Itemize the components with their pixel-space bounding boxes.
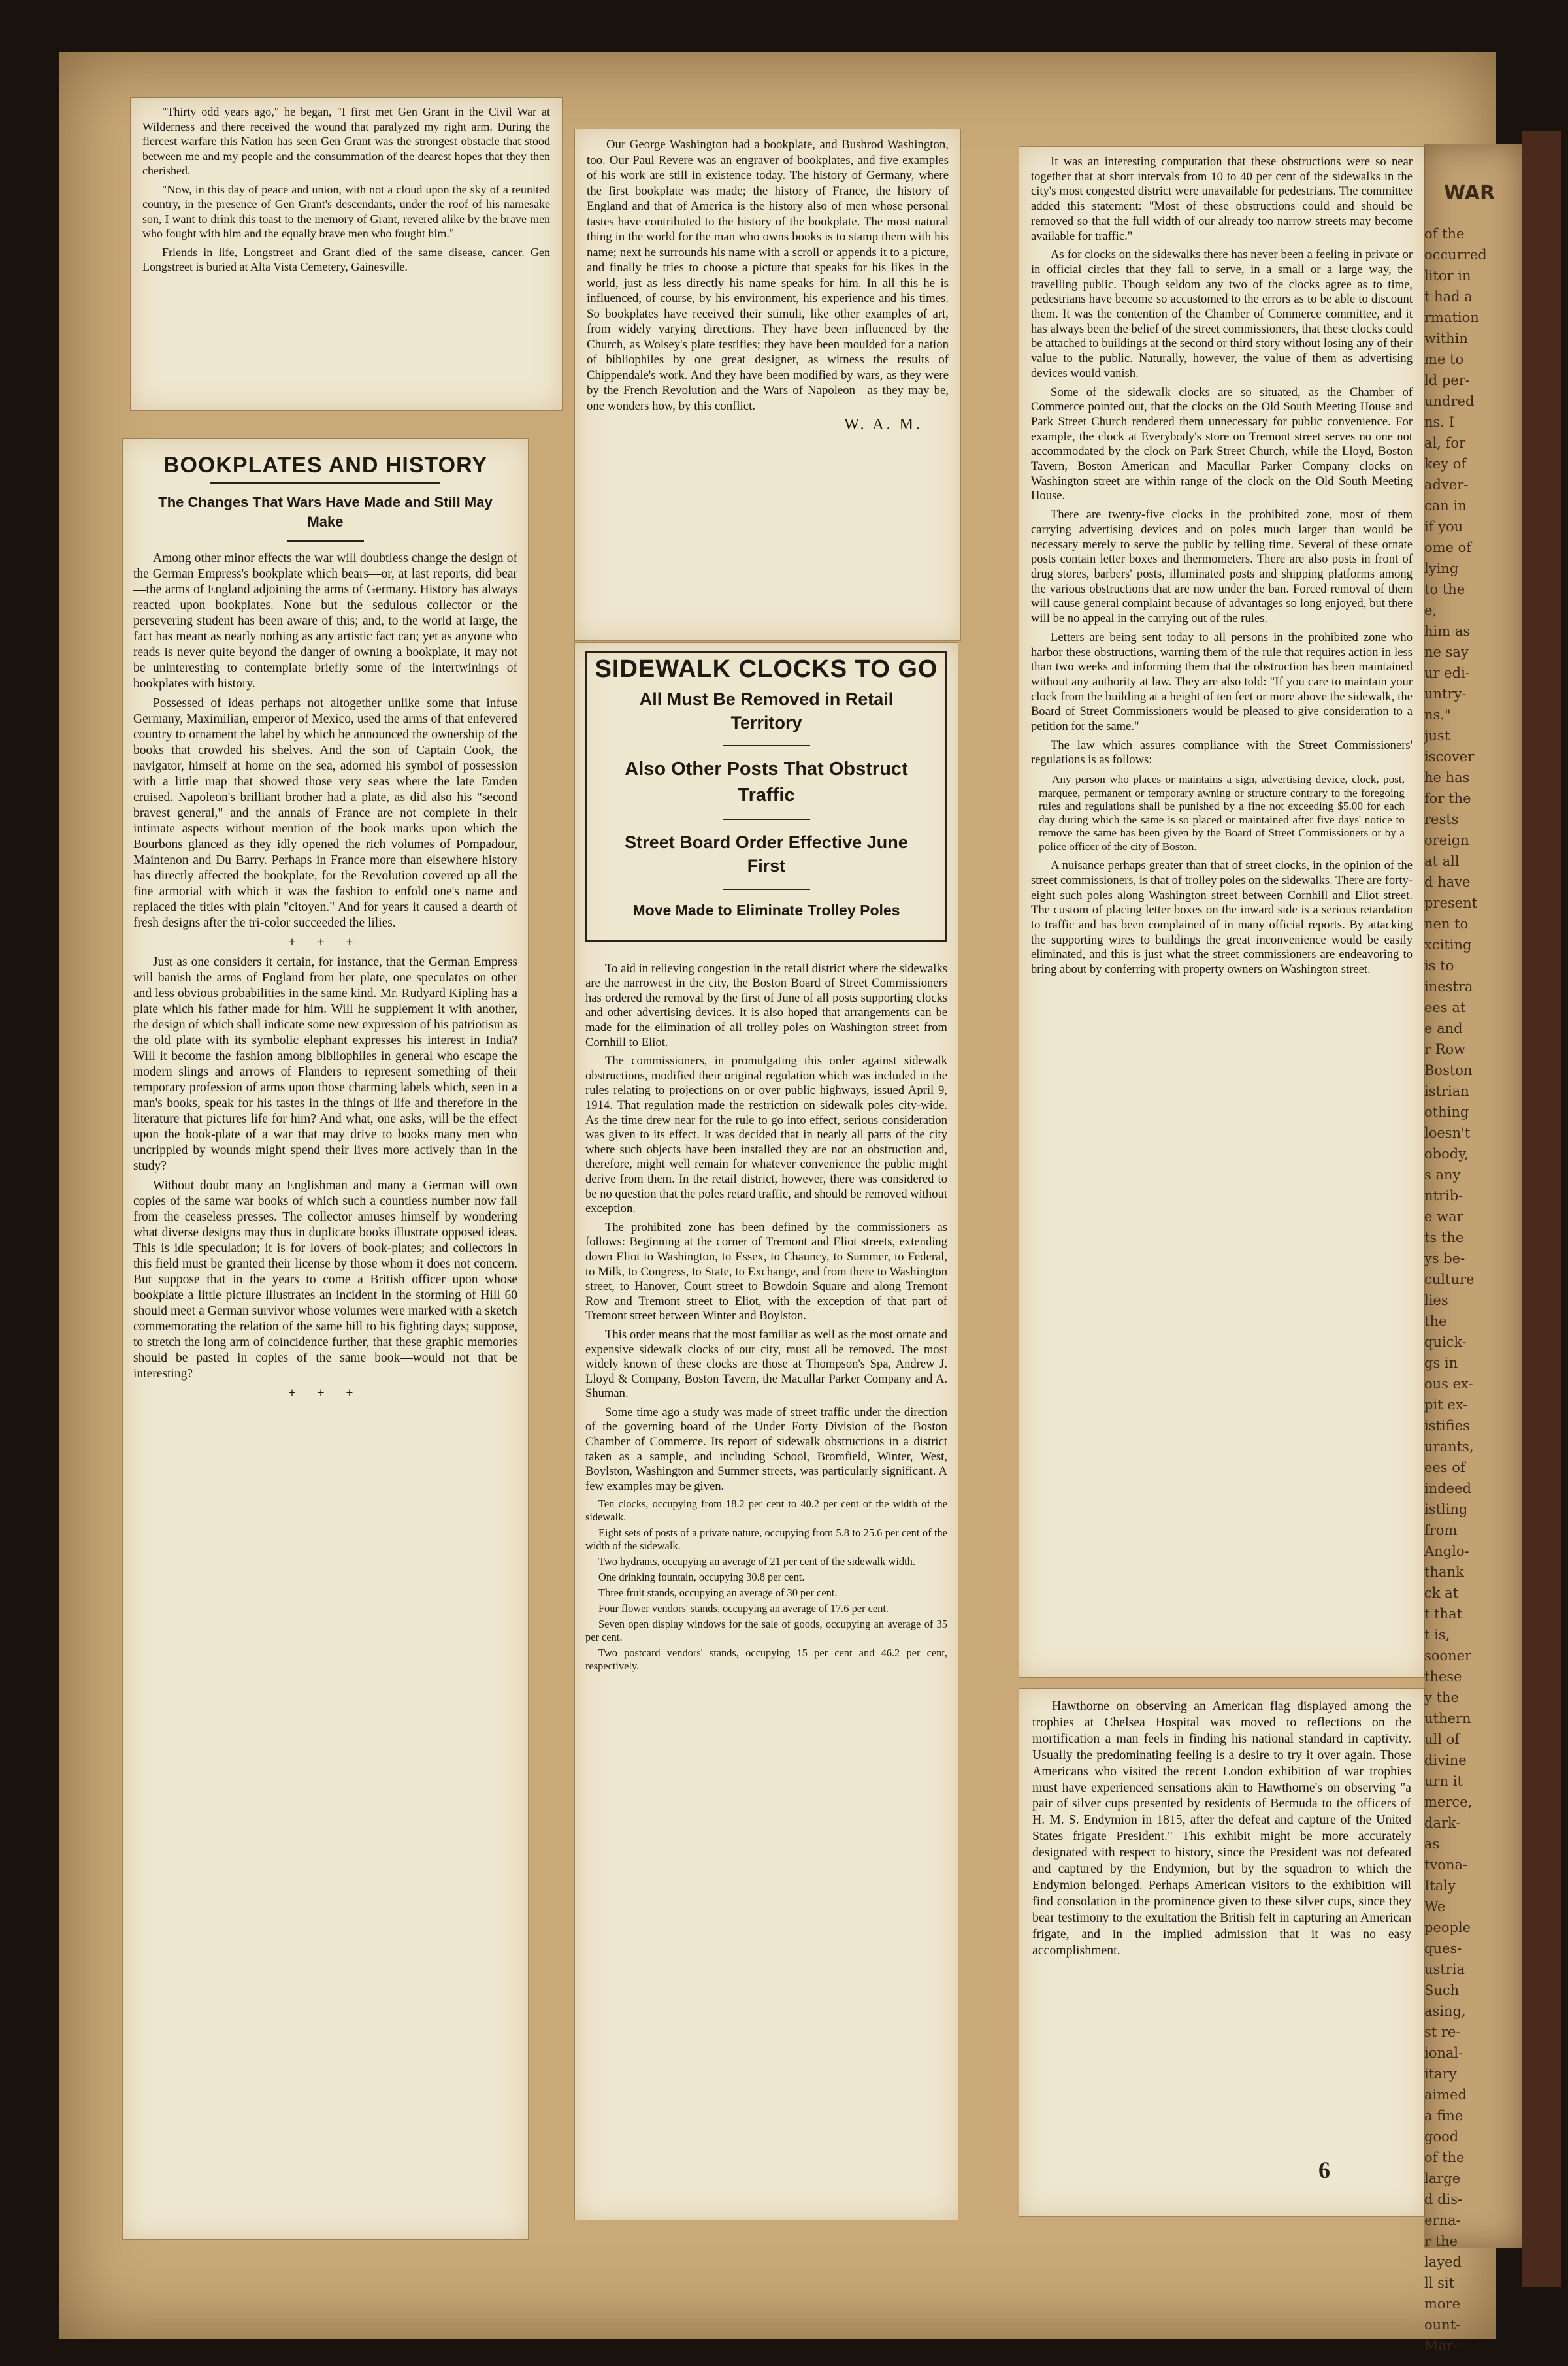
fragment-line: ne say xyxy=(1424,644,1469,660)
fragment-line: ees at xyxy=(1424,1000,1466,1015)
fragment-line: istifies xyxy=(1424,1418,1470,1434)
fragment-line: undred xyxy=(1424,393,1475,409)
fragment-line: inestra xyxy=(1424,979,1473,994)
fragment-headline: WAR xyxy=(1444,182,1495,205)
paragraph: The law which assures compliance with the Street Commissioners' regulations is as follows: xyxy=(1031,738,1413,767)
fragment-line: lying xyxy=(1424,561,1459,576)
fragment-line: istling xyxy=(1424,1502,1468,1517)
paragraph: To aid in relieving congestion in the retail district where the sidewalks are the narrowest in the city, the Boston Board of Street Commissioners has ordered the removal by the first of June of all posts supporting clocks and other advertising devices. It is also hoped that arrangements can be made for the elimination of all trolley poles on Washington street from Cornhill to Eliot. xyxy=(585,961,947,1049)
paragraph: A nuisance perhaps greater than that of street clocks, in the opinion of the street commissioners, is that of trolley poles on the sidewalks. There are forty-eight such poles along Washington street between Cornhill and Eliot street. The custom of placing letter boxes on the inward side is a serious retardation to traffic and has been complained of in many official reports. By attacking the supporting wires to buildings the great inconvenience would be easily eliminated, and this is just what the street commissioners are endeavoring to bring about by conferring with property owners on Washington street. xyxy=(1031,859,1413,977)
paragraph: Some of the sidewalk clocks are so situated, as the Chamber of Commerce pointed out, that the clocks on the Old South Meeting House and Park Street Church rendered them unnecessary for public convenience. For example, the clock at Everybody's store on Tremont street serves no one not accommodated by the clock on Park Street Church, while the Lloyd, Boston Tavern, Boston American and Macullar Parker Company clocks on Washington street are within range of the clock on the Old South Meeting House. xyxy=(1031,385,1413,503)
fragment-line: from xyxy=(1424,1522,1458,1538)
fragment-line: just xyxy=(1424,728,1450,744)
fragment-line: is to xyxy=(1424,958,1454,974)
deck-rule-2 xyxy=(723,819,810,820)
fragment-line: sooner xyxy=(1424,1648,1472,1664)
computation-paragraphs-2 xyxy=(1031,859,1413,978)
book-binding xyxy=(1522,131,1561,2287)
paragraph: This order means that the most familiar as well as the most ornate and expensive sidewalk clocks of our city, must all be removed. The most widely known of these clocks are those at Thompson's Spa, Andrew J. Lloyd & Company, Boston Tavern, the Macullar Parker Company and A. Shuman. xyxy=(585,1327,947,1401)
hawthorne-paragraphs xyxy=(1032,1698,1411,1959)
clocks-examples xyxy=(585,1498,947,1673)
bookplates-paragraphs-1 xyxy=(133,551,517,931)
fragment-line: for the xyxy=(1424,791,1471,806)
fragment-line: ll sit xyxy=(1424,2275,1455,2291)
spacer xyxy=(585,942,947,962)
washington-paragraphs xyxy=(587,137,949,414)
fragment-line: these xyxy=(1424,1669,1462,1684)
fragment-line: can in xyxy=(1424,498,1467,514)
fragment-line: t that xyxy=(1424,1606,1463,1622)
fragment-line: quick- xyxy=(1424,1334,1467,1350)
fragment-line: st re- xyxy=(1424,2024,1461,2040)
paragraph: One drinking fountain, occupying 30.8 per cent. xyxy=(598,1571,805,1584)
fragment-line: thank xyxy=(1424,1564,1464,1580)
fragment-line: ustria xyxy=(1424,1962,1465,1977)
fragment-line: ts the xyxy=(1424,1230,1464,1245)
grant-paragraphs xyxy=(142,105,550,274)
fragment-line: he has xyxy=(1424,770,1470,785)
fragment-line: e and xyxy=(1424,1021,1463,1036)
fragment-line: ques- xyxy=(1424,1941,1462,1956)
fragment-line: present xyxy=(1424,895,1478,911)
end-separator: + + + xyxy=(288,1387,363,1401)
fragment-line: ck at xyxy=(1424,1585,1459,1601)
fragment-line: ns. I xyxy=(1424,414,1454,430)
fragment-line: if you xyxy=(1424,519,1463,534)
fragment-line: rests xyxy=(1424,812,1459,827)
fragment-line: itary xyxy=(1424,2066,1457,2082)
fragment-line: a fine xyxy=(1424,2108,1463,2124)
fragment-line: layed xyxy=(1424,2254,1462,2270)
fragment-line: of the xyxy=(1424,2150,1465,2165)
paragraph: Possessed of ideas perhaps not altogether unlike some that infuse Germany, Maximilian, emperor of Mexico, used the arms of that enfevered country to ornament the label by which he announced the ownership of the books that crowded his shelves. And the son of Captain Cook, the navigator, himself at home on the sea, adorned his symbol of possession with a little map that showed those very seas where the late Emden cruised. Napoleon's brilliant brother had a plate, as did also his "second bravest general," and the annals of France are not complete in their intimate aspects without mention of the book marks upon which the Bourbons glanced as they idly opened the rich volumes of Pompadour, Maintenon and Du Barry. Perhaps in France more than elsewhere history has directly affected the bookplate, for the Revolution covered up all the fine armorial with which it was the fashion to enfold one's name and replaced the titles with plain "citoyen." And for years it caused a dearth of fresh designs after the tri-color succeeded the lilies. xyxy=(133,697,517,930)
headline-rule xyxy=(210,482,441,484)
fragment-line: Anglo- xyxy=(1424,1543,1469,1559)
clipping-hawthorne xyxy=(1019,1689,1424,2216)
fragment-line: good xyxy=(1424,2129,1459,2144)
fragment-line: ees of xyxy=(1424,1460,1465,1475)
fragment-lines xyxy=(1424,223,1522,2356)
bookplates-deck: The Changes That Wars Have Made and Still May Make xyxy=(158,494,493,530)
paragraph: Two postcard vendors' stands, occupying 15 per cent and 46.2 per cent, respectively. xyxy=(585,1647,947,1673)
fragment-line: more xyxy=(1424,2296,1461,2312)
fragment-line: d have xyxy=(1424,874,1471,890)
fragment-line: divine xyxy=(1424,1752,1467,1768)
fragment-line: ntrib- xyxy=(1424,1188,1463,1204)
page-number: 6 xyxy=(1318,2157,1330,2183)
fragment-line: d dis- xyxy=(1424,2192,1463,2207)
fragment-line: r the xyxy=(1424,2233,1458,2249)
clocks-paragraphs xyxy=(585,962,947,1494)
fragment-line: ld per- xyxy=(1424,372,1470,388)
fragment-line: t is, xyxy=(1424,1627,1450,1643)
fragment-line: tvona- xyxy=(1424,1857,1468,1873)
fragment-line: within xyxy=(1424,331,1468,346)
fragment-line: occurred xyxy=(1424,247,1487,263)
paragraph: As for clocks on the sidewalks there has never been a feeling in private or in official circles that they fall to serve, in a small or a large way, the travelling public. Though seldom any two of the clocks agree as to time, pedestrians have become so accustomed to the errors as to be able to discount them. It was the contention of the Chamber of Commerce committee, and it has always been the belief of the street commissioners, that these clocks could be attached to buildings at the second or third story without losing any of their value to the public. Naturally, however, the value of them as advertising devices would vanish. xyxy=(1031,248,1413,380)
clocks-deck-2: Also Other Posts That Obstruct Traffic xyxy=(625,759,908,806)
fragment-line: ous ex- xyxy=(1424,1376,1473,1392)
computation-paragraphs xyxy=(1031,155,1413,768)
fragment-line: to the xyxy=(1424,582,1465,597)
fragment-line: xciting xyxy=(1424,937,1472,953)
fragment-line: dark- xyxy=(1424,1815,1461,1831)
fragment-line: Italy xyxy=(1424,1878,1456,1894)
fragment-line: Such xyxy=(1424,1982,1460,1998)
fragment-line: urn it xyxy=(1424,1773,1463,1789)
fragment-line: gs in xyxy=(1424,1355,1458,1371)
clipping-sidewalk-clocks xyxy=(575,643,958,2220)
fragment-line: ur edi- xyxy=(1424,665,1470,681)
right-page-fragment xyxy=(1424,144,1522,2354)
clipping-washington-bookplate xyxy=(575,129,960,640)
fragment-line: istrian xyxy=(1424,1083,1469,1099)
paragraph: Seven open display windows for the sale of goods, occupying an average of 35 per cent. xyxy=(585,1618,947,1644)
fragment-line: me to xyxy=(1424,352,1464,367)
bookplates-headline: BOOKPLATES AND HISTORY xyxy=(163,453,488,478)
fragment-line: Mar- xyxy=(1424,2338,1458,2354)
paragraph: Ten clocks, occupying from 18.2 per cent to 40.2 per cent of the width of the sidewalk. xyxy=(585,1498,947,1524)
paragraph: Eight sets of posts of a private nature, occupying from 5.8 to 25.6 per cent of the width of the sidewalk. xyxy=(585,1526,947,1553)
paragraph: Our George Washington had a bookplate, and Bushrod Washington, too. Our Paul Revere was an engraver of bookplates, and five examples of his work are still in existence today. The history of Germany, where the first bookplate was made; the history of France, the history of England and that of America is the history also of men whose personal tastes have contributed to the history of the bookplate. The most natural thing in the world for the man who owns books is to stamp them with his name; next he surrounds his name with a scroll or appends it to a picture, and finally he tries to choose a picture that speaks for his likes in the world, just as less directly his name speaks for him. In all this he is influenced, of course, by his environment, his experience and his times. So bookplates have received their stimuli, like other examples of art, from widely varying directions. They have been influenced by the Church, as Wolsey's plate testifies; they have been moulded for a nation of bibliophiles by one great designer, as witness the results of Chippendale's work. And they have been modified by wars, as they were by the French Revolution and the Wars of Napoleon—as they may be, one wonders how, by this conflict. xyxy=(587,138,949,413)
fragment-line: at all xyxy=(1424,853,1460,869)
deck-rule-3 xyxy=(723,889,810,890)
fragment-line: ome of xyxy=(1424,540,1472,555)
paragraph: The prohibited zone has been defined by the commissioners as follows: Beginning at the corner of Tremont and Eliot streets, extending down Eliot to Washington, to Essex, to Chauncy, to Summer, to Federal, to Milk, to Congress, to State, to Exchange, and from there to Washington street, to Hanover, Court street to Bowdoin Square and along Tremont Row and Tremont street to Eliot, with the exception of that part of Tremont street between Winter and Boylston. xyxy=(585,1220,947,1323)
fragment-line: erna- xyxy=(1424,2212,1461,2228)
fragment-line: ount- xyxy=(1424,2317,1461,2333)
fragment-line: as xyxy=(1424,1836,1440,1852)
fragment-line: ys be- xyxy=(1424,1251,1465,1266)
section-separator: + + + xyxy=(288,936,363,950)
fragment-line: litor in xyxy=(1424,268,1471,284)
clipping-bookplates-history xyxy=(123,439,528,2239)
clocks-headline: SIDEWALK CLOCKS TO GO xyxy=(595,655,938,683)
paragraph: Just as one considers it certain, for instance, that the German Empress will banish the arms of England from her plate, one speculates on other and less obvious probabilities in the same kind. Mr. Rudyard Kipling has a plate which his father made for him. Will he supplement it with another, the design of which shall indicate some new expression of his patriotism as the old plate with its symbolic elephant expresses his interest in India? Will it become the fashion among bibliophiles in general who escape the modern slings and arrows of Flanders to represent something of their temporary profession of arms upon those charming labels which, seen in a man's books, speak for his tastes in the things of life and therefore in the literature that pictures life for him? And what, one asks, will be the effect upon the book-plate of a war that may drive to books many men who uncrippled by wounds might spend their lives more actively than in the study? xyxy=(133,955,517,1174)
fragment-line: indeed xyxy=(1424,1481,1471,1496)
fragment-line: s any xyxy=(1424,1167,1461,1183)
fragment-line: ional- xyxy=(1424,2045,1463,2061)
fragment-line: oreign xyxy=(1424,832,1469,848)
paragraph: Without doubt many an Englishman and many a German will own copies of the same war books of which such a countless number now fall from the ceaseless presses. The collector amuses himself by wondering what diverse designs may thus in duplicate books illustrate opposed ideas. This is idle speculation; it is for lovers of book-plates; and collectors in this field must be granted their license by those whom it does not concern. But suppose that in the years to come a British officer upon whose bookplate a little picture illustrates an incident in the storming of Hill 60 should meet a German survivor whose volumes were marked with a sketch commemorating the relation of the same hill to his fighting days; suppose, to stretch the long arm of coincidence further, that these graphic memories should be pasted in copies of the same book—would not that be interesting? xyxy=(133,1179,517,1381)
clipping-computation xyxy=(1019,147,1424,1677)
clocks-deck-4: Move Made to Eliminate Trolley Poles xyxy=(632,901,900,919)
fragment-line: Boston xyxy=(1424,1062,1473,1078)
bookplates-paragraphs-2 xyxy=(133,955,517,1382)
fragment-line: rmation xyxy=(1424,310,1479,325)
paragraph: Three fruit stands, occupying an average of 30 per cent. xyxy=(598,1586,838,1600)
paragraph: Some time ago a study was made of street traffic under the direction of the governing board of the Under Forty Division of the Boston Chamber of Commerce. Its report of sidewalk obstructions in a district taken as a sample, and including School, Bromfield, Winter, West, Boylston, Washington and Summer streets, was particularly significant. A few examples may be given. xyxy=(585,1405,947,1493)
fragment-line: people xyxy=(1424,1920,1471,1935)
fragment-line: of the xyxy=(1424,226,1465,242)
headline-box xyxy=(585,651,947,942)
fragment-line: ns." xyxy=(1424,707,1451,723)
fragment-line: e, xyxy=(1424,602,1437,618)
deck-rule-1 xyxy=(723,745,810,746)
paragraph: Hawthorne on observing an American flag displayed among the trophies at Chelsea Hospital was moved to reflections on the mortification a man feels in finding his national standard in captivity. Usually the predominating feeling is a desire to try it over again. Those Americans who visited the recent London exhibition of war trophies must have experienced sensations akin to Hawthorne's on observing "a pair of silver cups presented by residents of Bermuda to the officers of H. M. S. Endymion in 1815, after the defeat and capture of the United States frigate President." This exhibit might be more accurately designated with respect to history, since the President was not defeated and captured by the Endymion, but by the squadron to which the Endymion belonged. Perhaps American visitors to the exhibition will find consolation in the prominence given to these silver cups, since they bear testimony to the exultation the British felt in capturing an American frigate, and in the implied admission that it was no easy accomplishment. xyxy=(1032,1699,1411,1958)
paragraph: Letters are being sent today to all persons in the prohibited zone who harbor these obstructions, warning them of the rule that requires action in less than two weeks and informing them that the obstruction has been maintained without any authority at law. They are also told: "If you care to maintain your clock from the building at a height of ten feet or more above the sidewalk, the Board of Street Commissioners would be pleased to give consideration to a petition for the same." xyxy=(1031,630,1413,734)
fragment-line: t had a xyxy=(1424,289,1473,304)
fragment-line: ull of xyxy=(1424,1732,1460,1747)
paragraph: "Now, in this day of peace and union, with not a cloud upon the sky of a reunited country, in the presence of Gen Grant's descendants, under the roof of his namesake son, I want to drink this toast to the memory of Grant, revered alike by the brave men who fought with him and the equally brave men who fought him." xyxy=(142,182,550,240)
law-text: Any person who places or maintains a sign, advertising device, clock, post, marquee, permanent or temporary awning or structure contrary to the foregoing rules and regulations shall be punished by a fine not exceeding $5.00 for each day during which the same is so placed or maintained after five days' notice to remove the same has been given by the Board of Street Commissioners or by a police officer of the city of Boston. xyxy=(1039,773,1405,853)
fragment-line: him as xyxy=(1424,623,1471,639)
paragraph: There are twenty-five clocks in the prohibited zone, most of them carrying advertising devices and on poles much larger than would be necessary merely to serve the public by telling time. Several of these ornate posts contain letter boxes and thermometers. There are also posts in front of drug stores, barbers' posts, illuminated posts and shipping platforms among the various obstructions that are now under the ban. Forced removal of them will cause general complaint because of advantages so long enjoyed, but there will be no appeal in the carrying out of the rules. xyxy=(1031,508,1413,626)
fragment-line: nen to xyxy=(1424,916,1469,932)
paragraph: Among other minor effects the war will doubtless change the design of the German Empress's bookplate which bears—or, at last reports, did bear—the arms of England adjoining the arms of Germany. History has always reacted upon bookplates. None but the sedulous collector or the persevering student has been aware of this; and, to the world at large, the fact has meant as nearly nothing as any artistic fact can; yet as anyone who reads is never quite beyond the danger of owning a bookplate, it may not be uninteresting to contemplate briefly some of the intertwinings of bookplates with history. xyxy=(133,551,517,691)
paragraph: "Thirty odd years ago," he began, "I first met Gen Grant in the Civil War at Wilderness and there received the wound that paralyzed my right arm. During the fiercest warfare this Nation has seen Gen Grant was the strongest obstacle that stood between me and my people and the consummation of the dearest hopes that they then cherished. xyxy=(142,105,550,177)
fragment-line: asing, xyxy=(1424,2003,1466,2019)
paragraph: Friends in life, Longstreet and Grant died of the same disease, cancer. Gen Longstreet is buried at Alta Vista Cemetery, Gainesville. xyxy=(142,245,550,273)
fragment-line: r Row xyxy=(1424,1042,1466,1057)
fragment-line: the xyxy=(1424,1313,1447,1329)
fragment-line: obody, xyxy=(1424,1146,1469,1162)
fragment-line: y the xyxy=(1424,1690,1459,1705)
fragment-line: adver- xyxy=(1424,477,1469,493)
author-signature: W. A. M. xyxy=(844,416,923,433)
paragraph: It was an interesting computation that these obstructions were so near together that at short intervals from 10 to 40 per cent of the sidewalks in the city's most congested district were unavailable for pedestrians. The committee added this statement: "Most of these obstructions could and should be removed so that the full width of our already too narrow streets may become available for traffic." xyxy=(1031,155,1413,243)
fragment-line: iscover xyxy=(1424,749,1475,764)
fragment-line: e war xyxy=(1424,1209,1463,1224)
fragment-line: key of xyxy=(1424,456,1467,472)
fragment-line: al, for xyxy=(1424,435,1466,451)
clipping-grant-toast xyxy=(131,98,562,410)
fragment-line: othing xyxy=(1424,1104,1469,1120)
fragment-line: culture xyxy=(1424,1272,1475,1287)
fragment-line: aimed xyxy=(1424,2087,1467,2103)
clocks-deck-1: All Must Be Removed in Retail Territory xyxy=(639,689,894,733)
fragment-line: untry- xyxy=(1424,686,1467,702)
fragment-line: urants, xyxy=(1424,1439,1474,1454)
paragraph: Four flower vendors' stands, occupying an average of 17.6 per cent. xyxy=(598,1602,889,1615)
fragment-line: We xyxy=(1424,1899,1446,1914)
paragraph: Two hydrants, occupying an average of 21 per cent of the sidewalk width. xyxy=(598,1555,915,1568)
fragment-line: pit ex- xyxy=(1424,1397,1468,1413)
deck-rule xyxy=(287,540,364,542)
fragment-line: loesn't xyxy=(1424,1125,1471,1141)
paragraph: The commissioners, in promulgating this order against sidewalk obstructions, modified their original regulation which was included in the rules relating to projections on or over public highways, issued April 9, 1914. That regulation made the restriction on sidewalk poles city-wide. As the time drew near for the rule to go into effect, serious consideration was given to its effect. It was decided that in nearly all parts of the city where such objects have been installed they are not an obstruction and, therefore, might well remain for whatever convenience the public might derive from them. In the retail district, however, there was considered to be no question that the poles retard traffic, and should be removed without exception. xyxy=(585,1054,947,1216)
fragment-line: merce, xyxy=(1424,1794,1473,1810)
clocks-deck-3: Street Board Order Effective June First xyxy=(625,832,908,876)
fragment-line: lies xyxy=(1424,1292,1448,1308)
fragment-line: large xyxy=(1424,2171,1461,2186)
fragment-line: uthern xyxy=(1424,1711,1471,1726)
